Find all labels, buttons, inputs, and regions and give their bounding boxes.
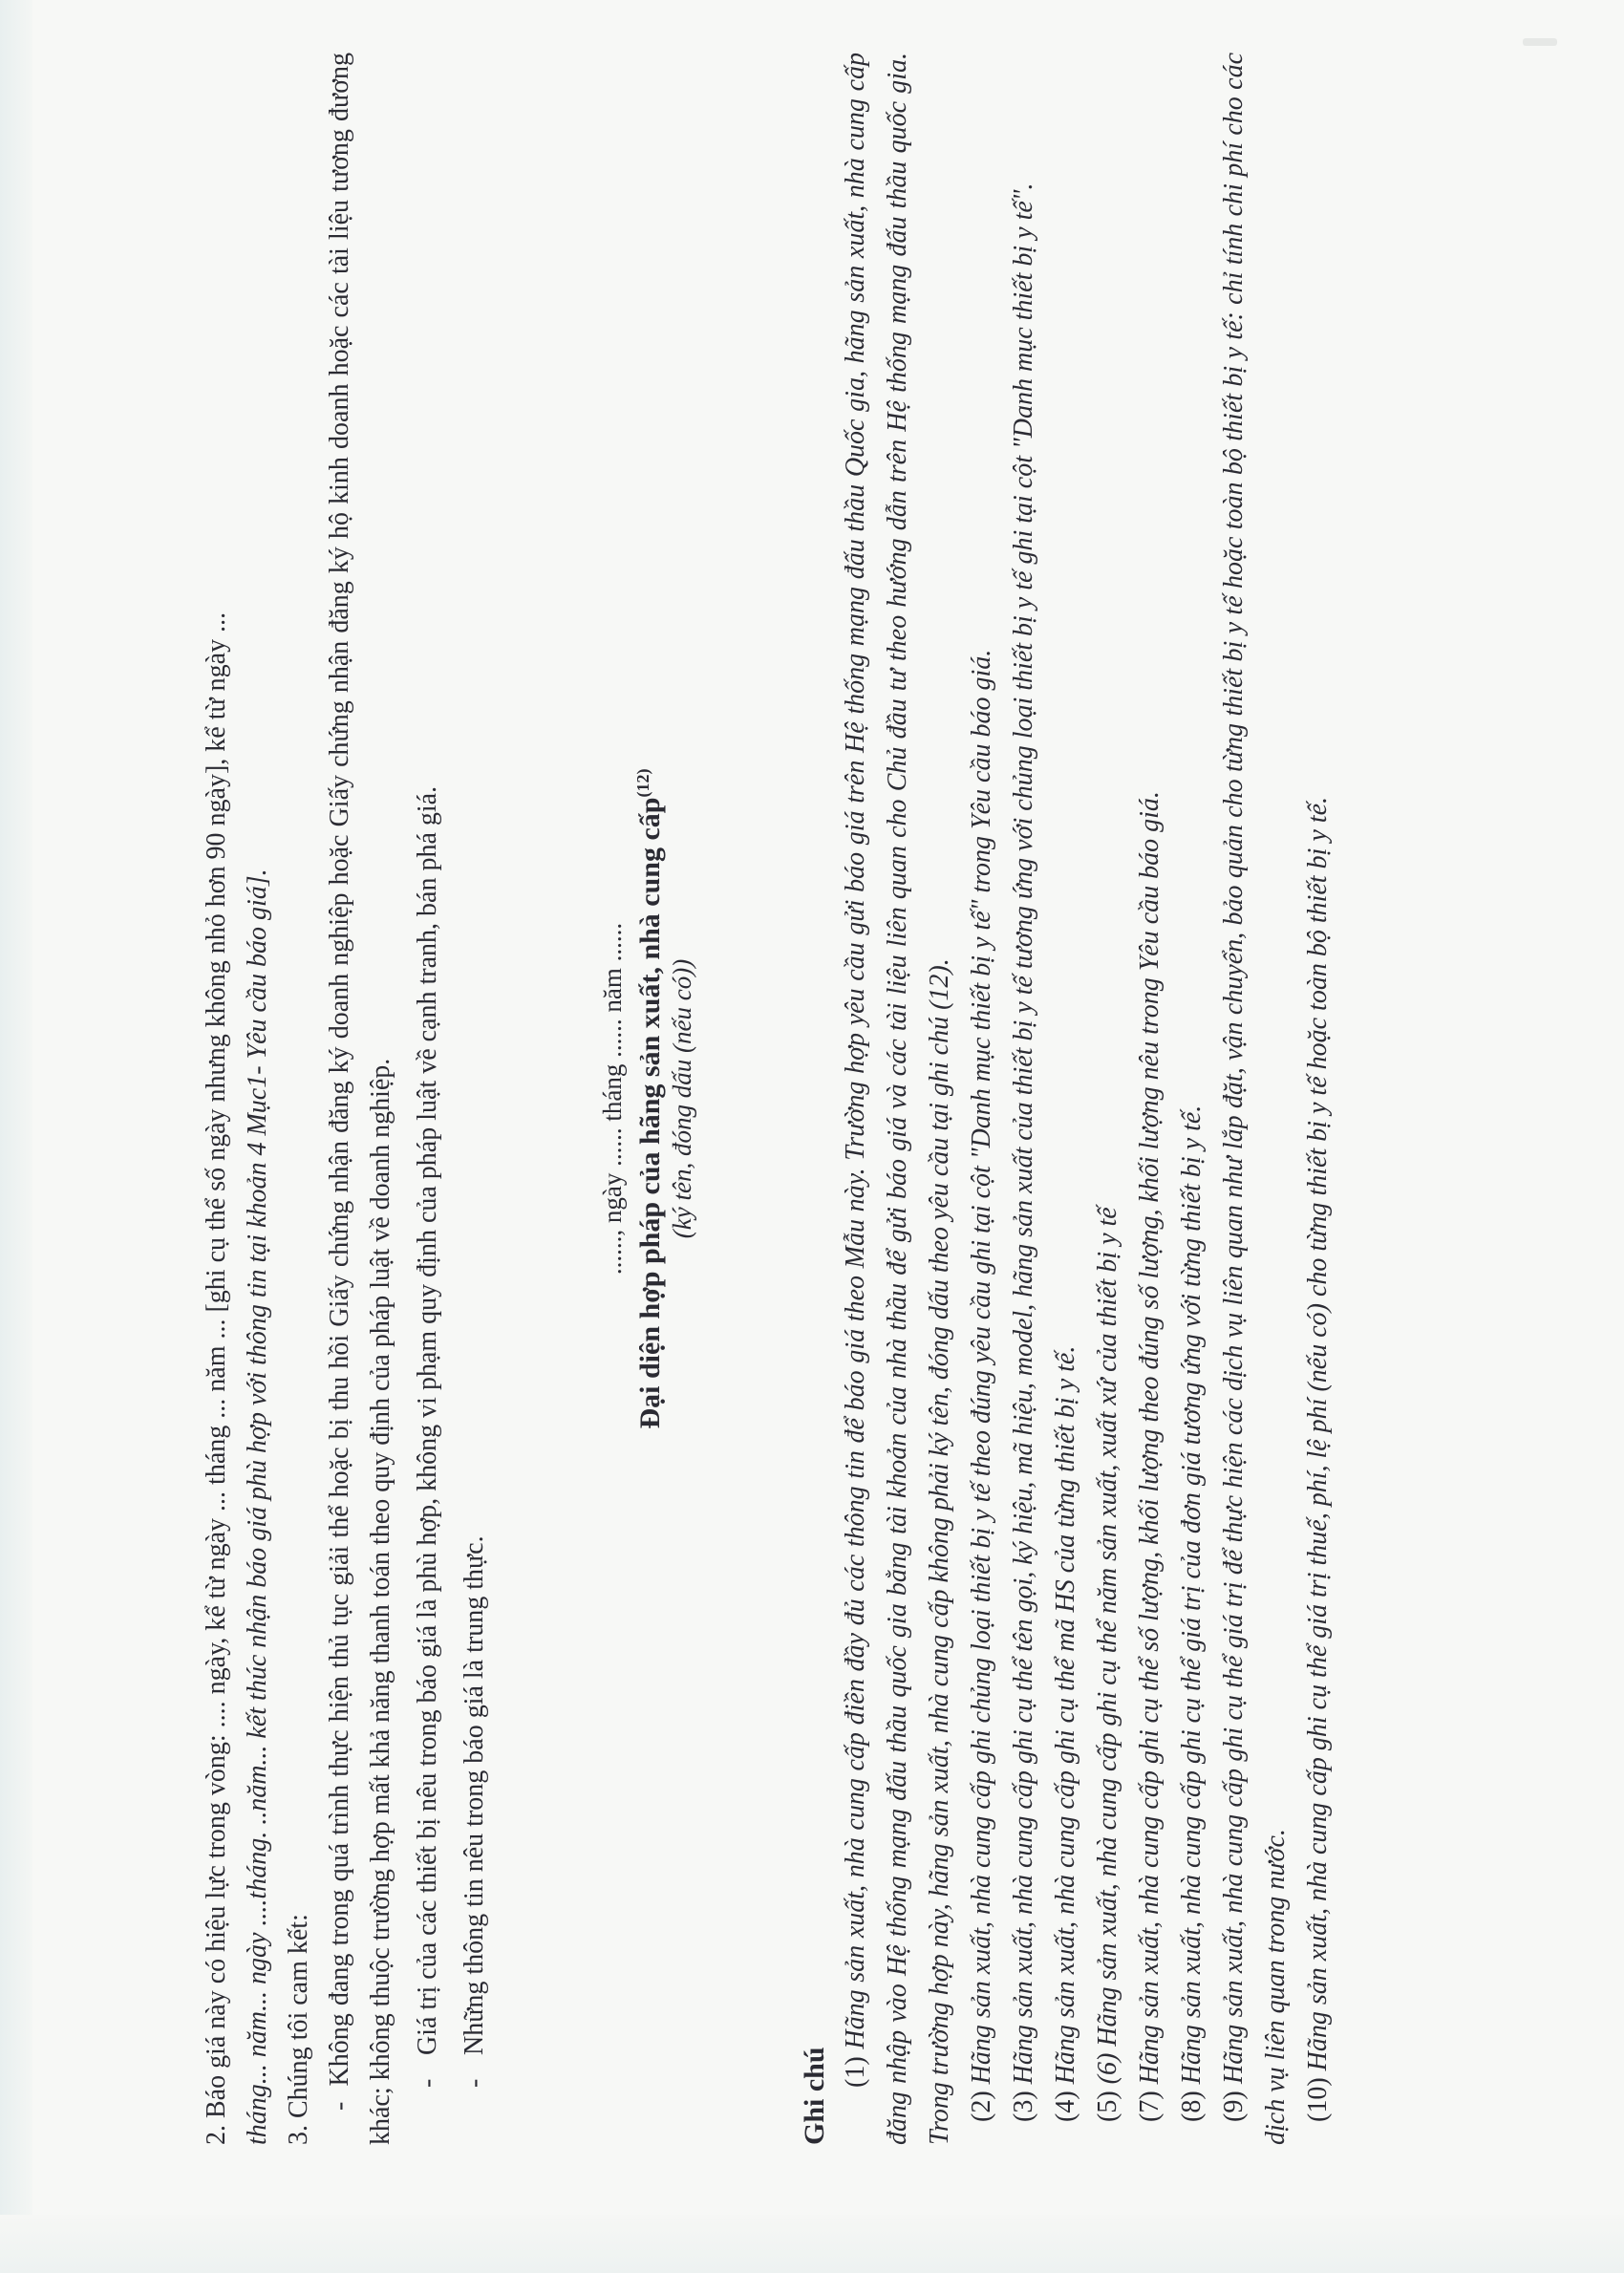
bullet-3-text: Những thông tin nêu trong báo giá là trung thực. xyxy=(459,1535,489,2055)
bullet-dash: - xyxy=(413,2078,442,2088)
bullet-dash: - xyxy=(459,2078,489,2088)
bullet-2-text: Giá trị của các thiết bị nêu trong báo giá là phù hợp, không vi phạm quy định của pháp luật về cạnh tranh, bán phá giá. xyxy=(413,785,442,2055)
note-item-8: (8) Hãng sản xuất, nhà cung cấp ghi cụ thể giá trị của đơn giá tương ứng với từng thiết bị y tế. xyxy=(1177,1104,1207,2122)
signature-title xyxy=(628,53,666,2145)
signature-block xyxy=(598,53,698,2145)
note-item-9: (9) Hãng sản xuất, nhà cung cấp ghi cụ thể giá trị để thực hiện các dịch vụ liên quan như lắp đặt, vận chuyển, bảo quản cho từng thiết bị y tế hoặc toàn bộ thiết bị y tế: chỉ tính chi phí cho các dịch vụ liên quan trong nước. xyxy=(1219,53,1291,2145)
rotated-page-content xyxy=(196,53,1624,2145)
notes-heading: Ghi chú xyxy=(799,2047,830,2145)
note-item-4: (4) Hãng sản xuất, nhà cung cấp ghi cụ thể mã HS của từng thiết bị y tế. xyxy=(1051,1345,1080,2122)
validity-line-2: tháng... năm... ngày ....tháng. ..năm... kết thúc nhận báo giá phù hợp với thông tin tại khoản 4 Mục1- Yêu cầu báo giá]. xyxy=(243,868,272,2145)
signature-date-line: ......, ngày ...... tháng ...... năm ...... xyxy=(598,922,627,1276)
note-item-1: (1) Hãng sản xuất, nhà cung cấp điền đầy đủ các thông tin để báo giá theo Mẫu này. Trường hợp yêu cầu gửi báo giá trên Hệ thống mạng đấu thầu Quốc gia, hãng sản xuất, nhà cung cấp đăng nhập vào Hệ thống mạng đấu thầu quốc gia bằng tài khoản của nhà thầu để gửi báo giá và các tài liệu liên quan cho Chủ đầu tư theo hướng dẫn trên Hệ thống mạng đấu thầu quốc gia. Trong trường hợp này, hãng sản xuất, nhà cung cấp không phải ký tên, đóng dấu theo yêu cầu tại ghi chú (12). xyxy=(841,53,954,2145)
signature-title-sup: (12) xyxy=(633,768,652,798)
scan-mark xyxy=(1523,38,1557,46)
commitment-bullet-3 xyxy=(454,53,495,2145)
note-item-5: (5) (6) Hãng sản xuất, nhà cung cấp ghi cụ thể năm sản xuất, xuất xứ của thiết bị y tế xyxy=(1093,1207,1122,2122)
note-item-3: (3) Hãng sản xuất, nhà cung cấp ghi cụ thể tên gọi, ký hiệu, mã hiệu, model, hãng sản xuất của thiết bị y tế tương ứng với chủng loại thiết bị y tế ghi tại cột "Danh mục thiết bị y tế". xyxy=(1009,182,1038,2122)
signature-title-text: Đại diện hợp pháp của hãng sản xuất, nhà cung cấp xyxy=(634,797,666,1429)
bullet-dash: - xyxy=(325,2101,354,2111)
commitment-bullet-2 xyxy=(407,53,448,2145)
bullet-1-text: Không đang trong quá trình thực hiện thủ tục giải thể hoặc bị thu hồi Giấy chứng nhận đăng ký doanh nghiệp hoặc Giấy chứng nhận đăng ký hộ kinh doanh hoặc các tài liệu tương đương khác; không thuộc trường hợp mất khả năng thanh toán theo quy định của pháp luật về doanh nghiệp. xyxy=(325,53,395,2145)
commitment-heading: 3. Chúng tôi cam kết: xyxy=(284,1914,313,2145)
scan-bottom-edge xyxy=(0,2215,1624,2273)
note-item-10: (10) Hãng sản xuất, nhà cung cấp ghi cụ thể giá trị thuế, phí, lệ phí (nếu có) cho từng thiết bị y tế hoặc toàn bộ thiết bị y tế. xyxy=(1303,796,1333,2122)
scan-left-edge xyxy=(0,0,32,2273)
note-item-2: (2) Hãng sản xuất, nhà cung cấp ghi chủng loại thiết bị y tế theo đúng yêu cầu ghi tại cột "Danh mục thiết bị y tế" trong Yêu cầu báo giá. xyxy=(967,649,996,2122)
commitment-bullet-1 xyxy=(319,53,401,2145)
validity-line-1: 2. Báo giá này có hiệu lực trong vòng: .... ngày, kể từ ngày ... tháng ... năm ... [ghi cụ thể số ngày nhưng không nhỏ hơn 90 ngày], kể từ ngày ... xyxy=(202,611,231,2145)
note-item-7: (7) Hãng sản xuất, nhà cung cấp ghi cụ thể số lượng, khối lượng theo đúng số lượng, khối lượng nêu trong Yêu cầu báo giá. xyxy=(1135,791,1165,2122)
signature-note: (ký tên, đóng dấu (nếu có)) xyxy=(668,958,696,1239)
